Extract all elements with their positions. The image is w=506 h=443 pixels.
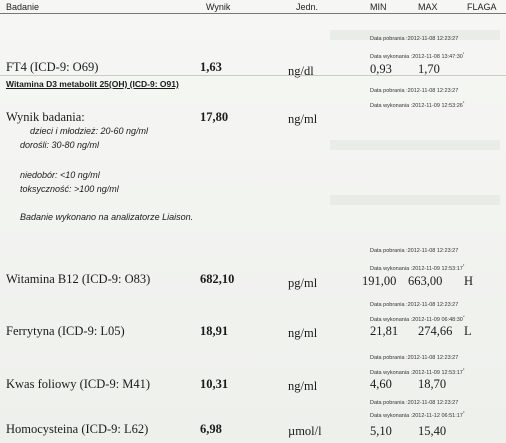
performed-date: Data wykonania :2012-11-09 $12:53:17^{^5}$ (370, 367, 465, 376)
bleed-through-decoration (330, 140, 500, 150)
performed-date: Data wykonania :2012-11-12 $06:51:17^{^6}$ (370, 410, 465, 419)
vitamin-d-subheading: Witamina D3 metabolit 25(OH) (ICD-9: O91) (6, 79, 179, 89)
test-max: 1,70 (418, 62, 440, 76)
test-name: FT4 (ICD-9: O69) (6, 60, 99, 74)
header-unit: Jedn. (296, 2, 319, 12)
test-unit: ng/ml (288, 112, 318, 126)
test-value: 1,63 (200, 60, 222, 74)
reference-children: dzieci i młodzież: 20-60 ng/ml (30, 126, 149, 136)
header-test: Badanie (6, 2, 40, 12)
test-flag: L (464, 324, 472, 338)
row-separator (0, 75, 506, 76)
test-min: 5,10 (370, 424, 392, 438)
reference-deficiency: niedobór: <10 ng/ml (20, 170, 100, 180)
reference-toxicity: toksyczność: >100 ng/ml (20, 184, 119, 194)
performed-date: Data wykonania :2012-11-09 $12:53:26^{^2}$ (370, 100, 465, 109)
test-unit: pg/ml (288, 276, 318, 290)
test-unit: µmol/l (288, 424, 322, 438)
bleed-through-decoration (330, 195, 500, 205)
test-value: 18,91 (200, 324, 229, 338)
test-unit: ng/dl (288, 64, 314, 78)
test-name: Homocysteina (ICD-9: L62) (6, 422, 149, 436)
test-max: 274,66 (418, 324, 453, 338)
test-min: 21,81 (370, 324, 399, 338)
sampled-date: Data pobrania :2012-11-08 12:23:27 (370, 248, 459, 254)
sampled-date: Data pobrania :2012-11-08 12:23:27 (370, 302, 459, 308)
test-max: 18,70 (418, 377, 447, 391)
reference-adults: dorośli: 30-80 ng/ml (20, 140, 100, 150)
header-result: Wynik (206, 2, 231, 12)
sampled-date: Data pobrania :2012-11-08 12:23:27 (370, 400, 459, 406)
test-name: Wynik badania: (6, 110, 85, 124)
test-min: 4,60 (370, 377, 392, 391)
analyzer-note: Badanie wykonano na analizatorze Liaison. (20, 212, 194, 222)
header-flag: FLAGA (467, 2, 497, 12)
sampled-date: Data pobrania :2012-11-08 12:23:27 (370, 355, 459, 361)
performed-date: Data wykonania :2012-11-08 $13:47:30^{^1}$ (370, 51, 465, 60)
performed-date: Data wykonania :2012-11-09 $06:48:30^{^4}$ (370, 314, 465, 323)
performed-date: Data wykonania :2012-11-09 $12:53:17^{^3}$ (370, 263, 465, 272)
sampled-date: Data pobrania :2012-11-08 12:23:27 (370, 88, 459, 94)
test-value: 17,80 (200, 110, 229, 124)
table-header (0, 0, 506, 14)
sampled-date: Data pobrania :2012-11-08 12:23:27 (370, 36, 459, 42)
test-max: 15,40 (418, 424, 447, 438)
test-value: 10,31 (200, 377, 229, 391)
test-value: 6,98 (200, 422, 222, 436)
test-unit: ng/ml (288, 379, 318, 393)
test-name: Ferrytyna (ICD-9: L05) (6, 324, 125, 338)
test-min: 0,93 (370, 62, 392, 76)
test-value: 682,10 (200, 272, 235, 286)
test-max: 663,00 (408, 274, 443, 288)
test-min: 191,00 (362, 274, 397, 288)
header-min: MIN (370, 2, 387, 12)
test-flag: H (464, 274, 474, 288)
test-name: Witamina B12 (ICD-9: O83) (6, 272, 151, 286)
test-unit: ng/ml (288, 326, 318, 340)
header-max: MAX (418, 2, 438, 12)
test-name: Kwas foliowy (ICD-9: M41) (6, 377, 151, 391)
